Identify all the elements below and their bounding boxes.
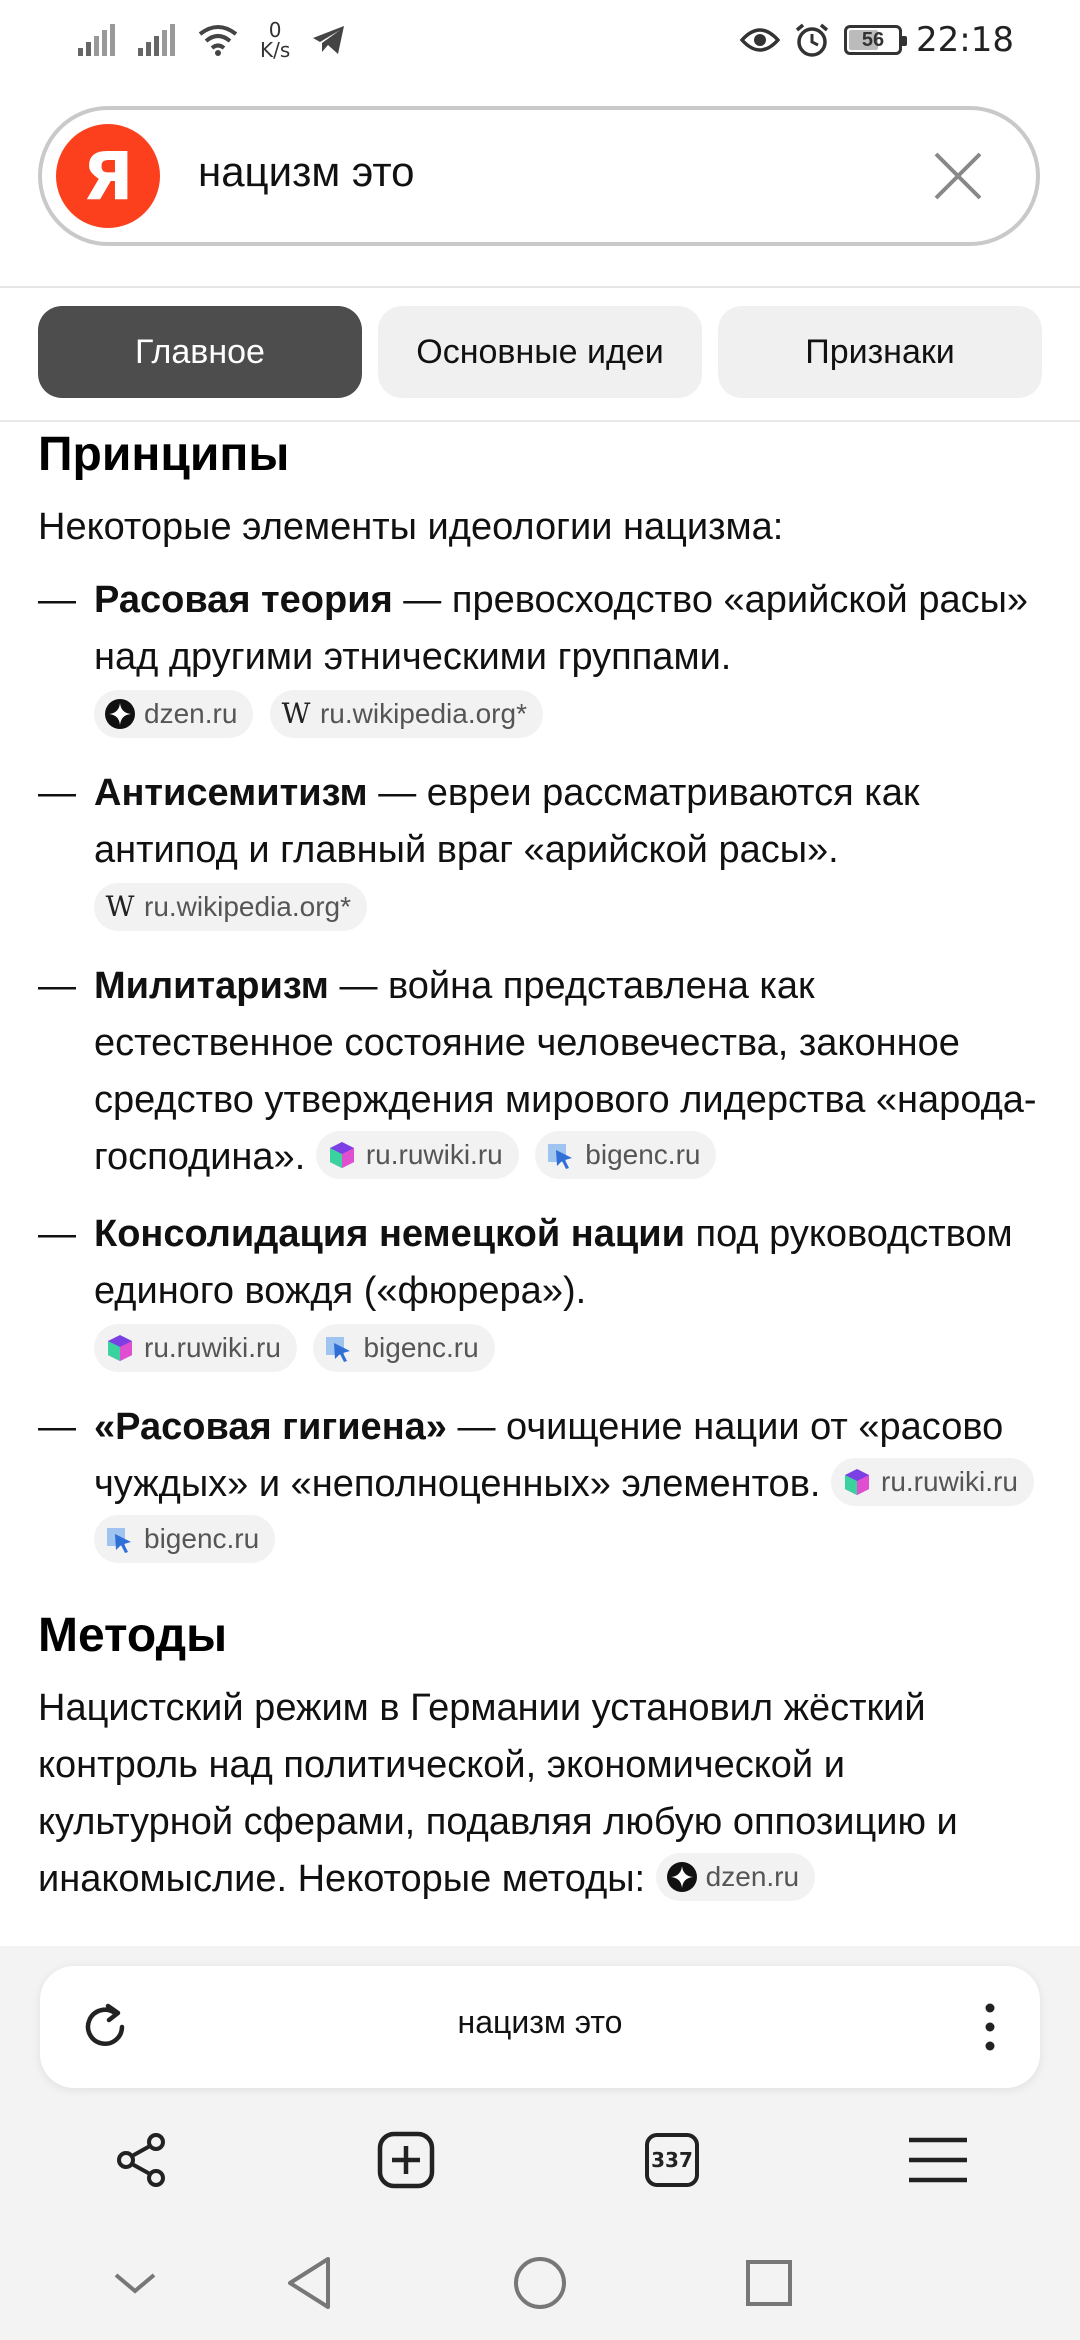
home-circle-icon [512,2255,568,2311]
yandex-logo[interactable]: Я [56,124,160,228]
tabs-count: 337 [645,2133,699,2187]
answer-content [38,425,1048,1908]
list-item-text: — евреи рассматриваются как антипод и главный враг «арийской расы». [94,772,920,871]
address-bar[interactable] [40,1966,1040,2088]
list-dash: — [38,1406,76,1448]
net-speed: 0 K/s [260,18,291,62]
list-dash: — [38,772,76,814]
browser-toolbar [0,2120,1080,2200]
source-chip[interactable]: dzen.ru [656,1853,815,1901]
back-button[interactable] [274,2248,344,2318]
dzen-icon [666,1861,698,1893]
tab-signs[interactable]: Признаки [718,306,1042,398]
clock: 22:18 [916,20,1014,60]
battery-icon: 56 [844,25,902,55]
answer-tabs [38,306,1042,398]
bigenc-icon [545,1139,577,1171]
more-vertical-icon[interactable] [980,2000,1000,2054]
list-dash: — [38,1213,76,1255]
menu-button[interactable] [898,2120,978,2200]
list-item-text: — очищение нации от «расово чуждых» и «неполноценных» элементов. [94,1406,1004,1505]
divider [0,286,1080,288]
dzen-icon [104,698,136,730]
list-item-text: под руководством единого вождя («фюрера»). [94,1213,1013,1312]
list-item-term: Консолидация немецкой нации [94,1213,685,1255]
source-chip[interactable]: bigenc.ru [313,1324,494,1372]
chevron-down-icon [112,2269,158,2297]
search-input[interactable]: нацизм это [198,148,415,195]
list-item-text: — война представлена как естественное состояние человечества, законное средство утверждения мирового лидерства «народа-господина». [94,965,1037,1178]
tab-main[interactable]: Главное [38,306,362,398]
list-item-term: Антисемитизм [94,772,368,814]
list-item [38,765,1048,938]
list-item [38,1399,1048,1570]
wikipedia-icon: W [281,696,311,730]
principles-intro: Некоторые элементы идеологии нацизма: [38,506,784,548]
recents-button[interactable] [734,2248,804,2318]
source-chip[interactable]: dzen.ru [94,690,253,738]
plus-square-icon [376,2130,436,2190]
source-chip[interactable]: bigenc.ru [535,1131,716,1179]
hide-nav-button[interactable] [100,2248,170,2318]
address-text[interactable]: нацизм это [457,2004,623,2040]
source-chip[interactable]: ru.ruwiki.ru [94,1324,297,1372]
share-icon [112,2130,172,2190]
recents-square-icon [744,2258,794,2308]
list-item [38,1206,1048,1379]
source-chip[interactable]: ru.ruwiki.ru [316,1131,519,1179]
tabs-button[interactable] [632,2120,712,2200]
source-chip[interactable]: W ru.wikipedia.org* [94,883,367,931]
list-item-term: Расовая теория [94,579,393,621]
signal-icon [78,24,116,56]
list-item-text: — превосходство «арийской расы» над другими этническими группами. [94,579,1029,678]
system-nav-bar [0,2236,1080,2326]
home-button[interactable] [505,2248,575,2318]
principles-list [38,572,1048,1570]
source-chip[interactable]: ru.ruwiki.ru [831,1458,1034,1506]
ruwiki-icon [326,1139,358,1171]
list-item [38,958,1048,1186]
methods-text: Нацистский режим в Германии установил жёсткий контроль над политической, экономической и культурной сферами, подавляя любую оппозицию и инакомыслие. Некоторые методы: dzen.ru [38,1687,958,1900]
share-button[interactable] [102,2120,182,2200]
eye-icon [740,26,780,54]
list-item-term: Милитаризм [94,965,329,1007]
signal-icon [138,24,176,56]
wikipedia-icon: W [105,889,135,923]
telegram-icon [312,25,346,55]
source-chip[interactable]: bigenc.ru [94,1515,275,1563]
section-title-principles: Принципы [38,428,290,481]
back-triangle-icon [284,2255,334,2311]
wifi-icon [198,24,238,56]
status-bar [0,0,1080,80]
alarm-icon [794,22,830,58]
ruwiki-icon [841,1466,873,1498]
section-title-methods: Методы [38,1609,228,1662]
new-tab-button[interactable] [366,2120,446,2200]
tab-main-ideas[interactable]: Основные идеи [378,306,702,398]
list-dash: — [38,579,76,621]
list-item-term: «Расовая гигиена» [94,1406,447,1448]
list-dash: — [38,965,76,1007]
divider [0,420,1080,422]
bigenc-icon [323,1332,355,1364]
list-item [38,572,1048,745]
source-chip[interactable]: W ru.wikipedia.org* [270,690,543,738]
search-box[interactable] [38,106,1040,246]
bigenc-icon [104,1523,136,1555]
ruwiki-icon [104,1332,136,1364]
hamburger-icon [907,2135,969,2185]
close-icon[interactable] [932,150,984,202]
